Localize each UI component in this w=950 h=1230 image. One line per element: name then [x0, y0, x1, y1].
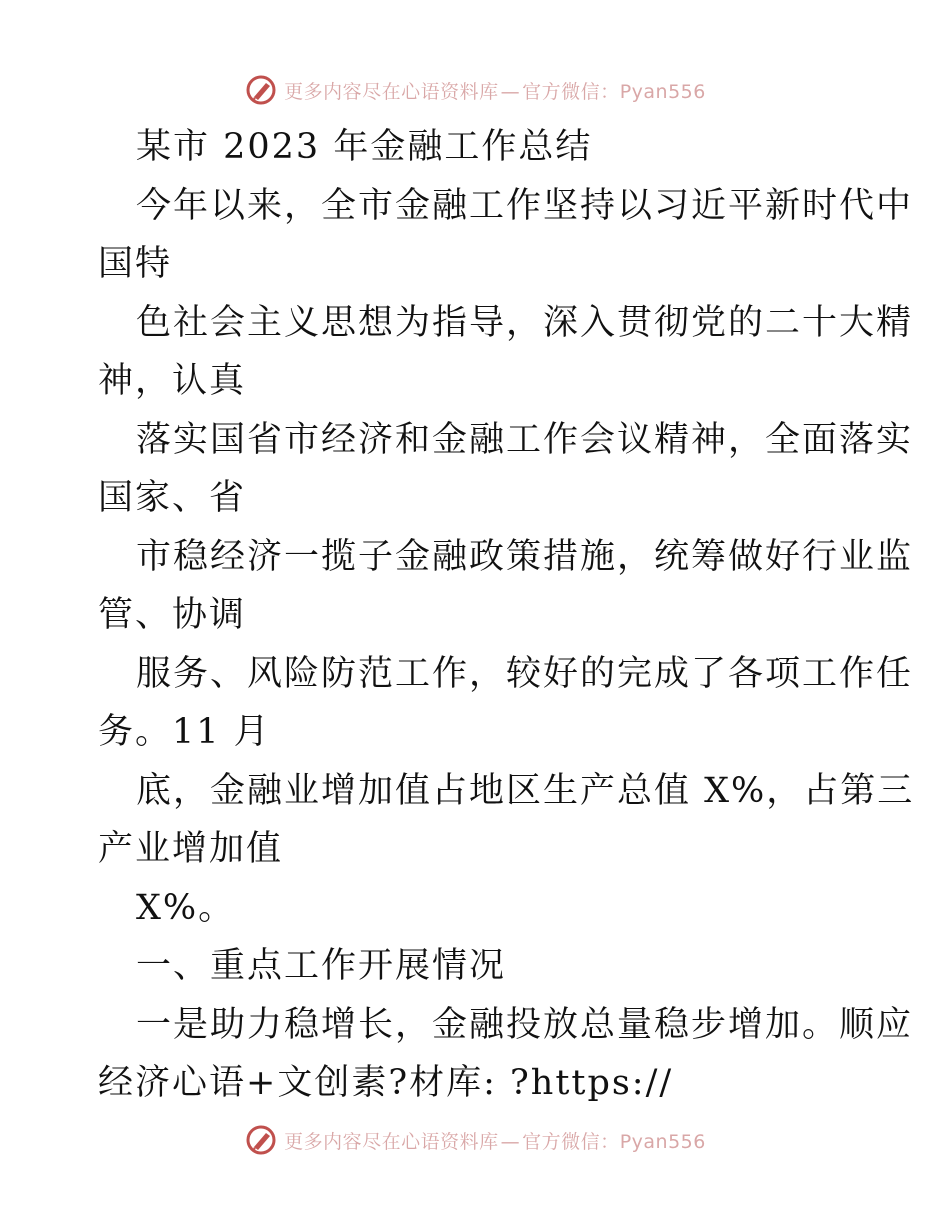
paragraph-line: 神，认真 [98, 361, 247, 401]
pen-nib-seal-icon [244, 1123, 278, 1157]
banner-slogan: 更多内容尽在心语资料库 [284, 1130, 499, 1153]
document-title: 某市 2023 年金融工作总结 [136, 127, 593, 167]
paragraph-line: 国家、省 [98, 478, 247, 518]
banner-contact-id: Pyan556 [619, 1130, 706, 1153]
paragraph-line: 服务、风险防范工作，较好的完成了各项工作任 [136, 653, 914, 694]
paragraph-line: 市稳经济一揽子金融政策措施，统筹做好行业监 [136, 536, 914, 577]
document-body [98, 118, 915, 1113]
paragraph-line: 国特 [98, 244, 173, 284]
paragraph-line: 落实国省市经济和金融工作会议精神，全面落实 [136, 419, 914, 460]
paragraph-line: X%。 [136, 887, 236, 928]
paragraph-line: 底，金融业增加值占地区生产总值 X%，占第三 [136, 770, 915, 811]
banner-separator: — [500, 1130, 521, 1153]
banner-slogan: 更多内容尽在心语资料库 [284, 80, 499, 103]
banner-text [284, 77, 706, 104]
section-heading: 一、重点工作开展情况 [136, 946, 507, 986]
paragraph-line: 管、协调 [98, 595, 247, 635]
paragraph-line: 经济心语+文创素?材库: ?https:// [98, 1063, 674, 1103]
banner-contact-id: Pyan556 [619, 80, 706, 103]
banner-text [284, 1127, 706, 1154]
paragraph-line: 产业增加值 [98, 829, 284, 869]
banner-contact-label: 官方微信： [522, 1130, 620, 1153]
pen-nib-seal-icon [244, 73, 278, 107]
banner-separator: — [500, 80, 521, 103]
paragraph-line: 务。11 月 [98, 712, 271, 752]
header-watermark-banner [0, 70, 950, 110]
paragraph-line: 今年以来，全市金融工作坚持以习近平新时代中 [136, 185, 914, 226]
paragraph-line: 一是助力稳增长，金融投放总量稳步增加。顺应 [136, 1004, 914, 1045]
paragraph-line: 色社会主义思想为指导，深入贯彻党的二十大精 [136, 302, 914, 343]
footer-watermark-banner [0, 1120, 950, 1160]
banner-contact-label: 官方微信： [522, 80, 620, 103]
